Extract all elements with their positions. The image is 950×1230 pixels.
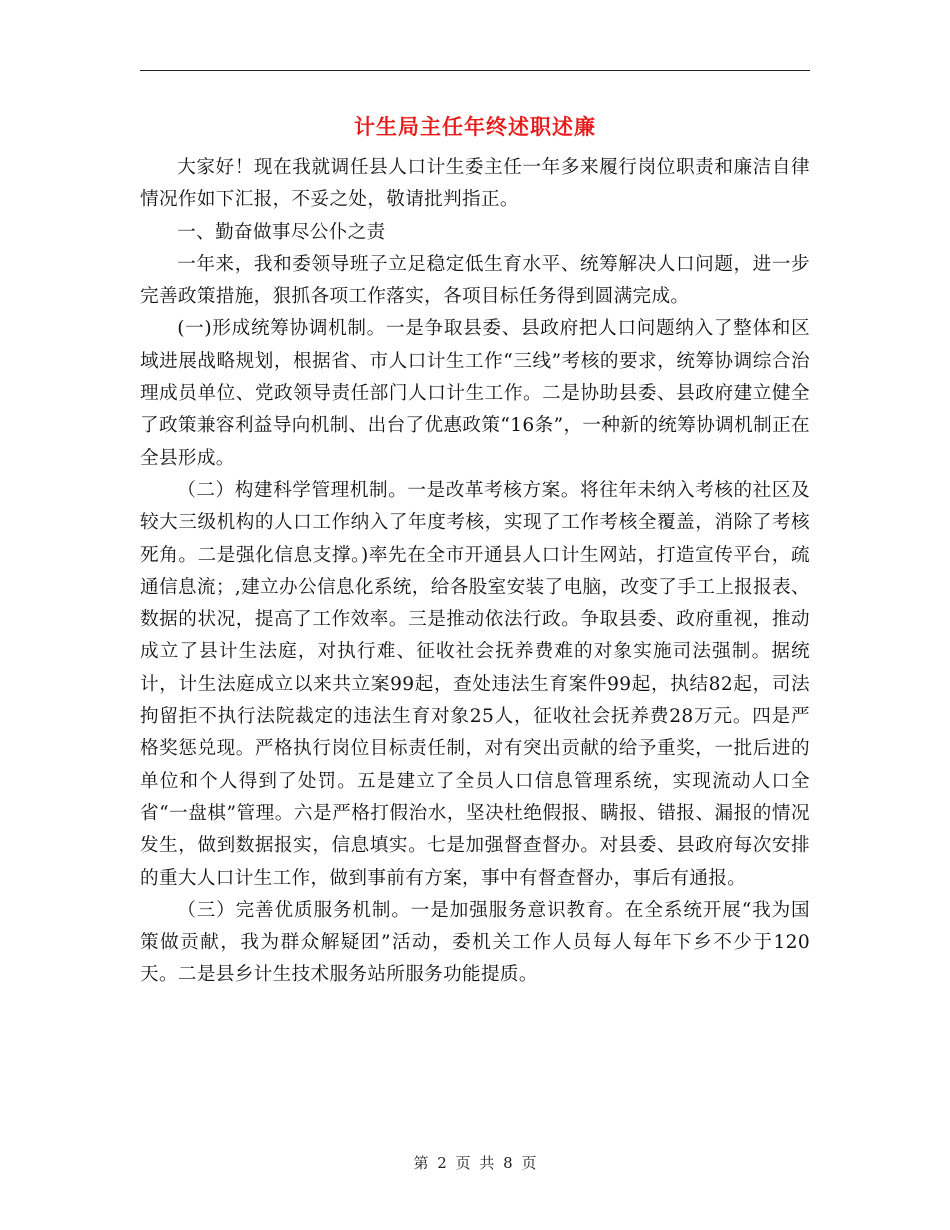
paragraph-greeting: 大家好！现在我就调任县人口计生委主任一年多来履行岗位职责和廉洁自律情况作如下汇报，不妥之处，敬请批判指正。 [140,157,810,211]
document-body [140,152,810,992]
section-heading-1: 一、勤奋做事尽公仆之责 [177,221,386,243]
page-number: 第 2 页 共 8 页 [413,1154,537,1172]
paragraph-management-mechanism: （二）构建科学管理机制。一是改革考核方案。将往年未纳入考核的社区及较大三级机构的人口工作纳入了年度考核，实现了工作考核全覆盖，消除了考核死角。二是强化信息支撑。)率先在全市开通县人口计生网站，打造宣传平台，疏通信息流；,建立办公信息化系统，给各股室安装了电脑，改变了手工上报报表、数据的状况，提高了工作效率。三是推动依法行政。争取县委、政府重视，推动成立了县计生法庭，对执行难、征收社会抚养费难的对象实施司法强制。据统计，计生法庭成立以来共立案99起，查处违法生育案件99起，执结82起，司法拘留拒不执行法院裁定的违法生育对象25人，征收社会抚养费28万元。四是严格奖惩兑现。严格执行岗位目标责任制，对有突出贡献的给予重奖，一批后进的单位和个人得到了处罚。五是建立了全员人口信息管理系统，实现流动人口全省“一盘棋”管理。六是严格打假治水，坚决杜绝假报、瞒报、错报、漏报的情况发生，做到数据报实，信息填实。七是加强督查督办。对县委、县政府每次安排的重大人口计生工作，做到事前有方案，事中有督查督办，事后有通报。 [140,479,810,889]
paragraph-service-mechanism: （三）完善优质服务机制。一是加强服务意识教育。在全系统开展“我为国策做贡献，我为群众解疑团”活动，委机关工作人员每人每年下乡不少于120天。二是县乡计生技术服务站所服务功能提质。 [140,899,810,986]
paragraph-coordination-mechanism: (一)形成统筹协调机制。一是争取县委、县政府把人口问题纳入了整体和区域进展战略规划，根据省、市人口计生工作“三线”考核的要求，统筹协调综合治理成员单位、党政领导责任部门人口计生工作。二是协助县委、县政府建立健全了政策兼容利益导向机制、出台了优惠政策“16条”，一种新的统筹协调机制正在全县形成。 [140,318,810,469]
document-title: 计生局主任年终述职述廉 [354,115,596,139]
header-rule [140,70,810,71]
paragraph-overview: 一年来，我和委领导班子立足稳定低生育水平、统筹解决人口问题，进一步完善政策措施，狠抓各项工作落实，各项目标任务得到圆满完成。 [140,253,810,308]
